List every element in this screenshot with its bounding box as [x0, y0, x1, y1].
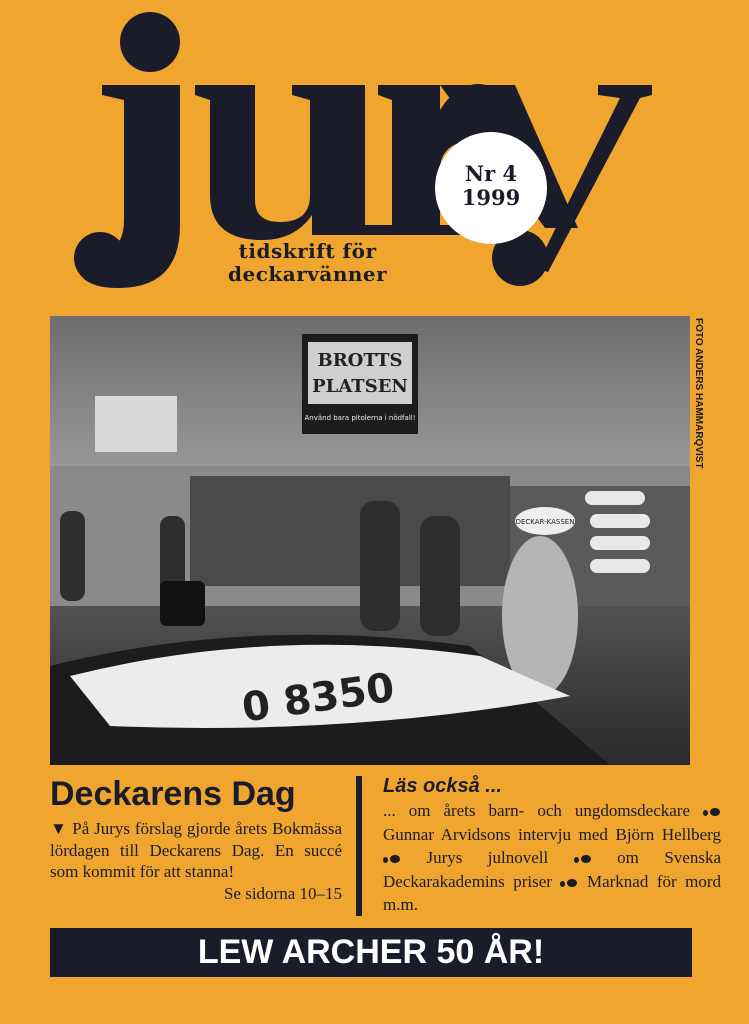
column-divider — [356, 776, 362, 916]
subtitle-line: tidskrift för — [238, 239, 377, 263]
photo-scene — [50, 316, 690, 765]
subtitle-line: deckarvänner — [228, 262, 388, 286]
bullet-icon — [703, 799, 721, 823]
issue-number: Nr 4 — [464, 161, 518, 186]
feature-heading: Deckarens Dag — [50, 775, 296, 813]
sign-small-text: Använd bara pitolerna i nödfall! — [304, 414, 416, 422]
bookshelf — [190, 476, 510, 586]
screen — [95, 396, 177, 452]
bullet-icon — [383, 846, 401, 870]
car-number: 0 8350 — [239, 664, 398, 732]
feature-text — [50, 818, 342, 904]
photo-credit: FOTO ANDERS HAMMARQVIST — [693, 318, 704, 469]
masthead-subtitle — [228, 240, 387, 286]
also-item: om Svenska Deckarakademins priser — [383, 848, 721, 891]
cover-photo — [50, 316, 690, 765]
sign-text: BROTTS — [317, 350, 403, 371]
bullet-icon — [574, 846, 592, 870]
issue-badge — [435, 132, 547, 244]
also-item: Gunnar Arvidsons intervju med Björn Hellberg — [383, 824, 721, 844]
feature-body: På Jurys förslag gjorde årets Bokmässa lördagen till Deckarens Dag. En succé som kommit för att stanna! — [50, 819, 342, 881]
page-reference: Se sidorna 10–15 — [223, 883, 342, 903]
also-heading: Läs också ... — [383, 775, 502, 797]
triangle-icon: ▼ — [50, 819, 73, 838]
booth-sign-text: DECKAR-KASSEN — [515, 518, 575, 526]
bullet-icon — [560, 870, 578, 894]
feature-body-wrap — [50, 818, 342, 883]
also-item: Marknad för mord m.m. — [383, 871, 722, 914]
issue-year: 1999 — [461, 185, 521, 210]
logo-letter-u — [195, 85, 380, 240]
also-item: Jurys julnovell — [426, 848, 549, 867]
also-intro: ... om årets barn- och ungdomsdeckare — [383, 801, 691, 820]
logo-letter-j-dot — [120, 12, 180, 72]
also-text — [383, 799, 721, 917]
bottom-banner: LEW ARCHER 50 ÅR! — [50, 928, 692, 977]
police-light — [160, 581, 205, 626]
sign-text: PLATSEN — [312, 376, 408, 397]
